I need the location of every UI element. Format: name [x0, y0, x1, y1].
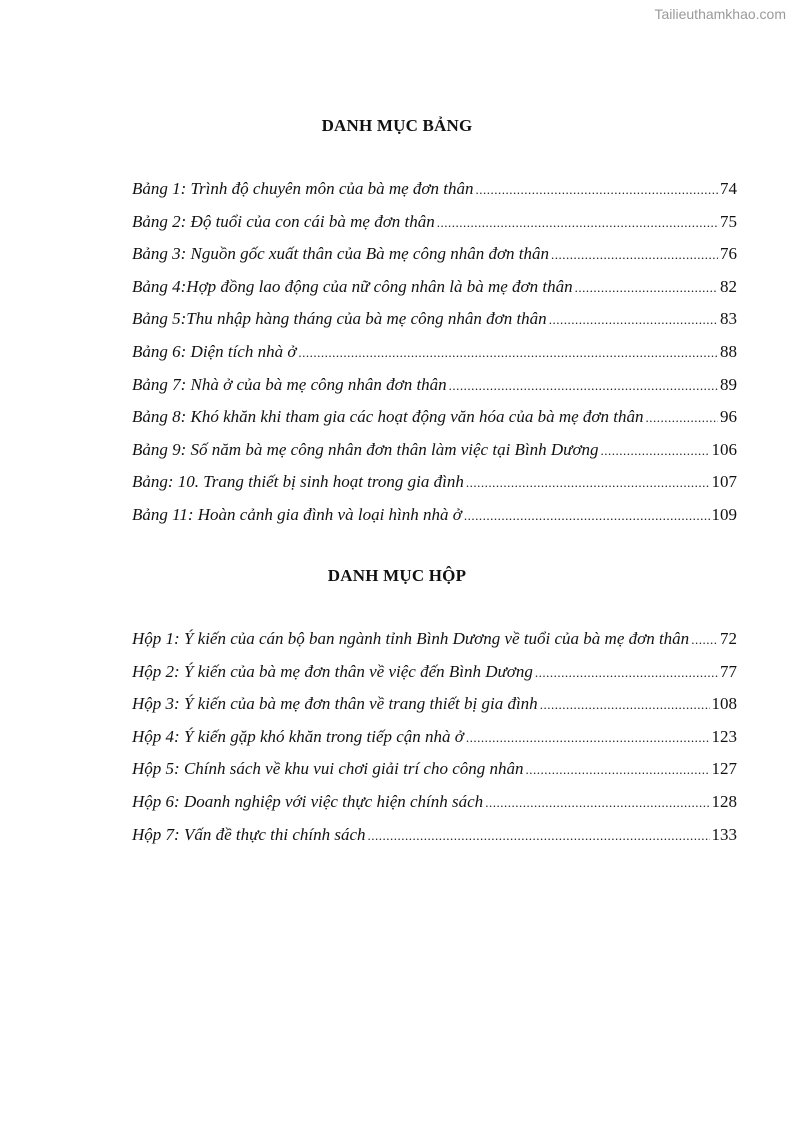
dot-leader [466, 726, 710, 750]
toc-entry-box-6 [132, 790, 737, 823]
toc-entry-table-5 [132, 307, 737, 340]
dot-leader [485, 791, 709, 815]
toc-entry-label: Bảng 5:Thu nhập hàng tháng của bà mẹ công nhân đơn thân [132, 309, 547, 329]
toc-entry-page: 89 [720, 374, 737, 394]
toc-entry-box-5 [132, 757, 737, 790]
toc-entry-table-3 [132, 242, 737, 275]
toc-entry-label: Bảng 2: Độ tuổi của con cái bà mẹ đơn thân [132, 211, 435, 231]
toc-entry-page: 74 [720, 179, 737, 198]
toc-entry-box-4 [132, 725, 737, 758]
toc-entry-label: Bảng 1: Trình độ chuyên môn của bà mẹ đơn thân [132, 179, 474, 198]
dot-leader [535, 661, 718, 685]
dot-leader [466, 471, 710, 495]
toc-entry-page: 72 [720, 629, 737, 648]
dot-leader [526, 758, 710, 782]
toc-entry-table-6 [132, 340, 737, 373]
toc-entry-page: 77 [720, 661, 737, 681]
toc-entry-page: 83 [720, 309, 737, 329]
dot-leader [645, 406, 718, 430]
toc-entry-label: Bảng 4:Hợp đồng lao động của nữ công nhân là bà mẹ đơn thân [132, 276, 573, 296]
toc-entry-page: 106 [711, 439, 737, 459]
toc-entry-table-10 [132, 470, 737, 503]
toc-entry-table-7 [132, 373, 737, 406]
toc-entry-page: 107 [711, 472, 737, 492]
toc-entry-page: 88 [720, 341, 737, 361]
toc-entry-page: 96 [720, 407, 737, 427]
toc-entry-box-7 [132, 823, 737, 856]
toc-entry-page: 109 [711, 504, 737, 524]
toc-entry-table-1 [132, 177, 737, 210]
toc-entry-table-2 [132, 210, 737, 243]
toc-entry-label: Bảng: 10. Trang thiết bị sinh hoạt trong gia đình [132, 472, 464, 492]
dot-leader [449, 374, 718, 398]
boxes-heading: DANH MỤC HỘP [327, 566, 467, 585]
toc-entry-label: Hộp 1: Ý kiến của cán bộ ban ngành tỉnh Bình Dương về tuổi của bà mẹ đơn thân [132, 629, 690, 648]
tables-list [132, 177, 737, 536]
toc-entry-label: Hộp 7: Vấn đề thực thi chính sách [132, 824, 366, 844]
toc-entry-table-11 [132, 503, 737, 536]
toc-entry-label: Bảng 7: Nhà ở của bà mẹ công nhân đơn thân [132, 374, 447, 394]
toc-entry-label: Bảng 11: Hoàn cảnh gia đình và loại hình nhà ở [132, 504, 462, 524]
dot-leader [437, 211, 718, 235]
toc-entry-label: Hộp 2: Ý kiến của bà mẹ đơn thân về việc đến Bình Dương [132, 661, 533, 681]
dot-leader [298, 341, 718, 365]
dot-leader [691, 628, 718, 652]
dot-leader [540, 693, 710, 717]
dot-leader [601, 439, 710, 463]
toc-entry-table-4 [132, 275, 737, 308]
toc-entry-page: 108 [711, 694, 737, 714]
toc-entry-label: Hộp 6: Doanh nghiệp với việc thực hiện chính sách [132, 791, 484, 811]
toc-entry-page: 133 [711, 824, 737, 844]
toc-entry-label: Bảng 6: Diện tích nhà ở [132, 341, 297, 361]
toc-entry-box-2 [132, 660, 737, 693]
toc-entry-page: 127 [711, 759, 737, 779]
toc-entry-label: Bảng 8: Khó khăn khi tham gia các hoạt động văn hóa của bà mẹ đơn thân [132, 407, 644, 427]
toc-entry-box-3 [132, 692, 737, 725]
tables-heading: DANH MỤC BẢNG [321, 116, 473, 135]
dot-leader [551, 243, 718, 267]
toc-entry-table-9 [132, 438, 737, 471]
toc-entry-page: 128 [711, 791, 737, 811]
watermark: Tailieuthamkhao.com [654, 6, 786, 22]
toc-entry-label: Hộp 4: Ý kiến gặp khó khăn trong tiếp cận nhà ở [132, 726, 464, 746]
dot-leader [475, 178, 718, 202]
toc-entry-page: 75 [720, 211, 737, 231]
toc-entry-label: Hộp 5: Chính sách về khu vui chơi giải trí cho công nhân [132, 759, 524, 779]
toc-entry-label: Bảng 3: Nguồn gốc xuất thân của Bà mẹ công nhân đơn thân [132, 244, 550, 264]
toc-entry-page: 123 [711, 726, 737, 746]
boxes-list [132, 627, 737, 855]
toc-entry-box-1 [132, 627, 737, 660]
toc-entry-label: Bảng 9: Số năm bà mẹ công nhân đơn thân làm việc tại Bình Dương [132, 439, 599, 459]
dot-leader [549, 308, 718, 332]
toc-entry-table-8 [132, 405, 737, 438]
toc-entry-label: Hộp 3: Ý kiến của bà mẹ đơn thân về trang thiết bị gia đình [132, 694, 538, 714]
dot-leader [368, 824, 710, 848]
toc-entry-page: 76 [720, 244, 737, 264]
dot-leader [464, 504, 710, 528]
toc-entry-page: 82 [720, 276, 737, 296]
dot-leader [575, 276, 718, 300]
